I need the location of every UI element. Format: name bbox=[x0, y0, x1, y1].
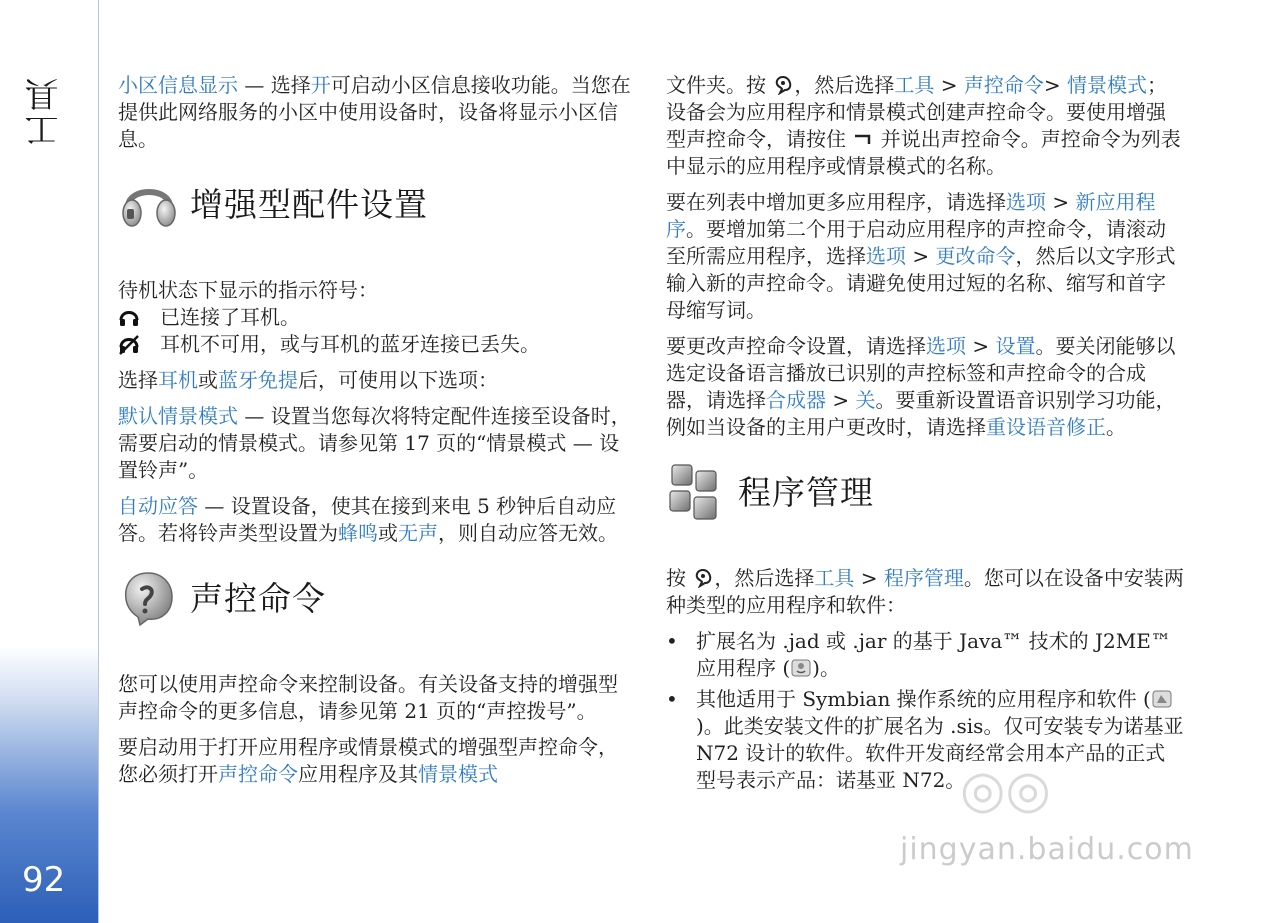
heading-text: 声控命令 bbox=[190, 578, 326, 618]
highlighted-term: 自动应答 bbox=[118, 494, 198, 518]
voice-key-icon bbox=[852, 129, 874, 149]
voice-intro-paragraph: 您可以使用声控命令来控制设备。有关设备支持的增强型声控命令的更多信息，请参见第 21 页的“声控拨号”。 bbox=[118, 672, 618, 723]
heading-text: 程序管理 bbox=[738, 472, 874, 512]
highlighted-term: 设置 bbox=[995, 334, 1036, 358]
right-column bbox=[666, 72, 1184, 798]
heading-voice-commands bbox=[118, 565, 636, 631]
sidebar bbox=[0, 0, 99, 923]
menu-key-icon bbox=[772, 75, 794, 95]
highlighted-term: 工具 bbox=[894, 73, 935, 97]
list-item bbox=[666, 628, 1184, 682]
highlighted-term: 蜂鸣 bbox=[338, 521, 378, 545]
sis-app-icon bbox=[1151, 689, 1173, 709]
highlighted-term: 选项 bbox=[1006, 190, 1046, 214]
standby-label: 待机状态下显示的指示符号： bbox=[118, 278, 378, 302]
heading-accessory-settings bbox=[118, 171, 636, 237]
select-options-paragraph: 选择耳机或蓝牙免提后，可使用以下选项： bbox=[118, 368, 498, 392]
bullet: • bbox=[666, 629, 678, 653]
highlighted-term: 合成器 bbox=[766, 388, 826, 412]
menu-key-icon bbox=[692, 568, 714, 588]
headset-icon bbox=[118, 173, 180, 235]
highlighted-term: 更改命令 bbox=[935, 244, 1016, 268]
indicator-row-connected bbox=[118, 304, 636, 331]
highlighted-term: 程序管理 bbox=[883, 566, 964, 590]
section-title: 工具 bbox=[25, 76, 65, 148]
voice-enable-paragraph: 要启动用于打开应用程序或情景模式的增强型声控命令，您必须打开声控命令应用程序及其情景模式 bbox=[118, 735, 618, 786]
heading-app-manager bbox=[666, 459, 1184, 525]
auto-answer-paragraph: 自动应答 — 设置设备，使其在接到来电 5 秒钟后自动应答。若将铃声类型设置为蜂鸣或无声，则自动应答无效。 bbox=[118, 494, 618, 545]
app-manager-paragraph: 按 ，然后选择工具 > 程序管理。您可以在设备中安装两种类型的应用程序和软件： bbox=[666, 566, 1184, 617]
headset-connected-icon bbox=[118, 307, 140, 329]
highlighted-term: 关 bbox=[855, 388, 876, 412]
voice-profile-paragraph: 文件夹。按 ，然后选择工具 > 声控命令> 情景模式；设备会为应用程序和情景模式创建声控命令。要使用增强型声控命令，请按住 并说出声控命令。声控命令为列表中显示的应用程序或情景模式的名称。 bbox=[666, 73, 1181, 178]
highlighted-term: 无声 bbox=[398, 521, 438, 545]
highlighted-term: 蓝牙免提 bbox=[218, 368, 298, 392]
highlighted-term: 重设语音修正 bbox=[986, 415, 1106, 439]
indicator-connected-text: 已连接了耳机。 bbox=[160, 305, 300, 329]
headset-unavailable-icon bbox=[118, 334, 140, 356]
app-manager-icon bbox=[666, 461, 728, 523]
highlighted-term: 新应用程序 bbox=[666, 190, 1156, 241]
page-number: 92 bbox=[22, 860, 66, 900]
left-column bbox=[118, 72, 636, 797]
list-item-text: 扩展名为 .jad 或 .jar 的基于 Java™ 技术的 J2ME™ 应用程序 ( )。 bbox=[696, 629, 1171, 680]
watermark-text: jingyan.baidu.com bbox=[900, 832, 1194, 867]
list-item-text: 其他适用于 Symbian 操作系统的应用程序和软件 ()。此类安装文件的扩展名为 .sis。仅可安装专为诺基亚 N72 设计的软件。软件开发商经常会用本产品的正式型号表示产品：诺基亚 N72。 bbox=[696, 687, 1184, 792]
default-profile-paragraph: 默认情景模式 — 设置当您每次将特定配件连接至设备时，需要启动的情景模式。请参见第 17 页的“情景模式 — 设置铃声”。 bbox=[118, 404, 631, 482]
heading-text: 增强型配件设置 bbox=[190, 184, 428, 224]
highlighted-term: 选项 bbox=[926, 334, 966, 358]
highlighted-term: 默认情景模式 bbox=[118, 404, 238, 428]
highlighted-term: 开 bbox=[310, 73, 331, 97]
highlighted-term: 工具 bbox=[814, 566, 855, 590]
highlighted-term: 声控命令 bbox=[963, 73, 1044, 97]
bullet: • bbox=[666, 687, 678, 711]
highlighted-term: 声控命令 bbox=[218, 762, 298, 786]
highlighted-term: 情景模式 bbox=[1066, 73, 1147, 97]
highlighted-term: 小区信息显示 bbox=[118, 73, 238, 97]
app-types-list bbox=[666, 628, 1184, 794]
voice-command-icon bbox=[118, 567, 180, 629]
highlighted-term: 情景模式 bbox=[418, 762, 498, 786]
add-application-paragraph: 要在列表中增加更多应用程序，请选择选项 > 新应用程序。要增加第二个用于启动应用程序的声控命令，请滚动至所需应用程序，选择选项 > 更改命令，然后以文字形式输入新的声控命令。请避免使用过短的名称、缩写和首字母缩写词。 bbox=[666, 190, 1176, 322]
list-item bbox=[666, 686, 1184, 794]
cell-info-paragraph: 小区信息显示 — 选择开可启动小区信息接收功能。当您在提供此网络服务的小区中使用设备时，设备将显示小区信息。 bbox=[118, 73, 631, 151]
indicator-row-unavailable bbox=[118, 331, 636, 358]
indicator-unavailable-text: 耳机不可用，或与耳机的蓝牙连接已丢失。 bbox=[160, 332, 540, 356]
highlighted-term: 选项 bbox=[866, 244, 906, 268]
voice-settings-paragraph: 要更改声控命令设置，请选择选项 > 设置。要关闭能够以选定设备语言播放已识别的声控标签和声控命令的合成器，请选择合成器 > 关。要重新设置语音识别学习功能，例如当设备的主用户更改时，请选择重设语音修正。 bbox=[666, 334, 1176, 439]
java-app-icon bbox=[790, 658, 812, 678]
baidu-logo-icon: ◎◎ bbox=[960, 760, 1051, 820]
highlighted-term: 耳机 bbox=[158, 368, 198, 392]
